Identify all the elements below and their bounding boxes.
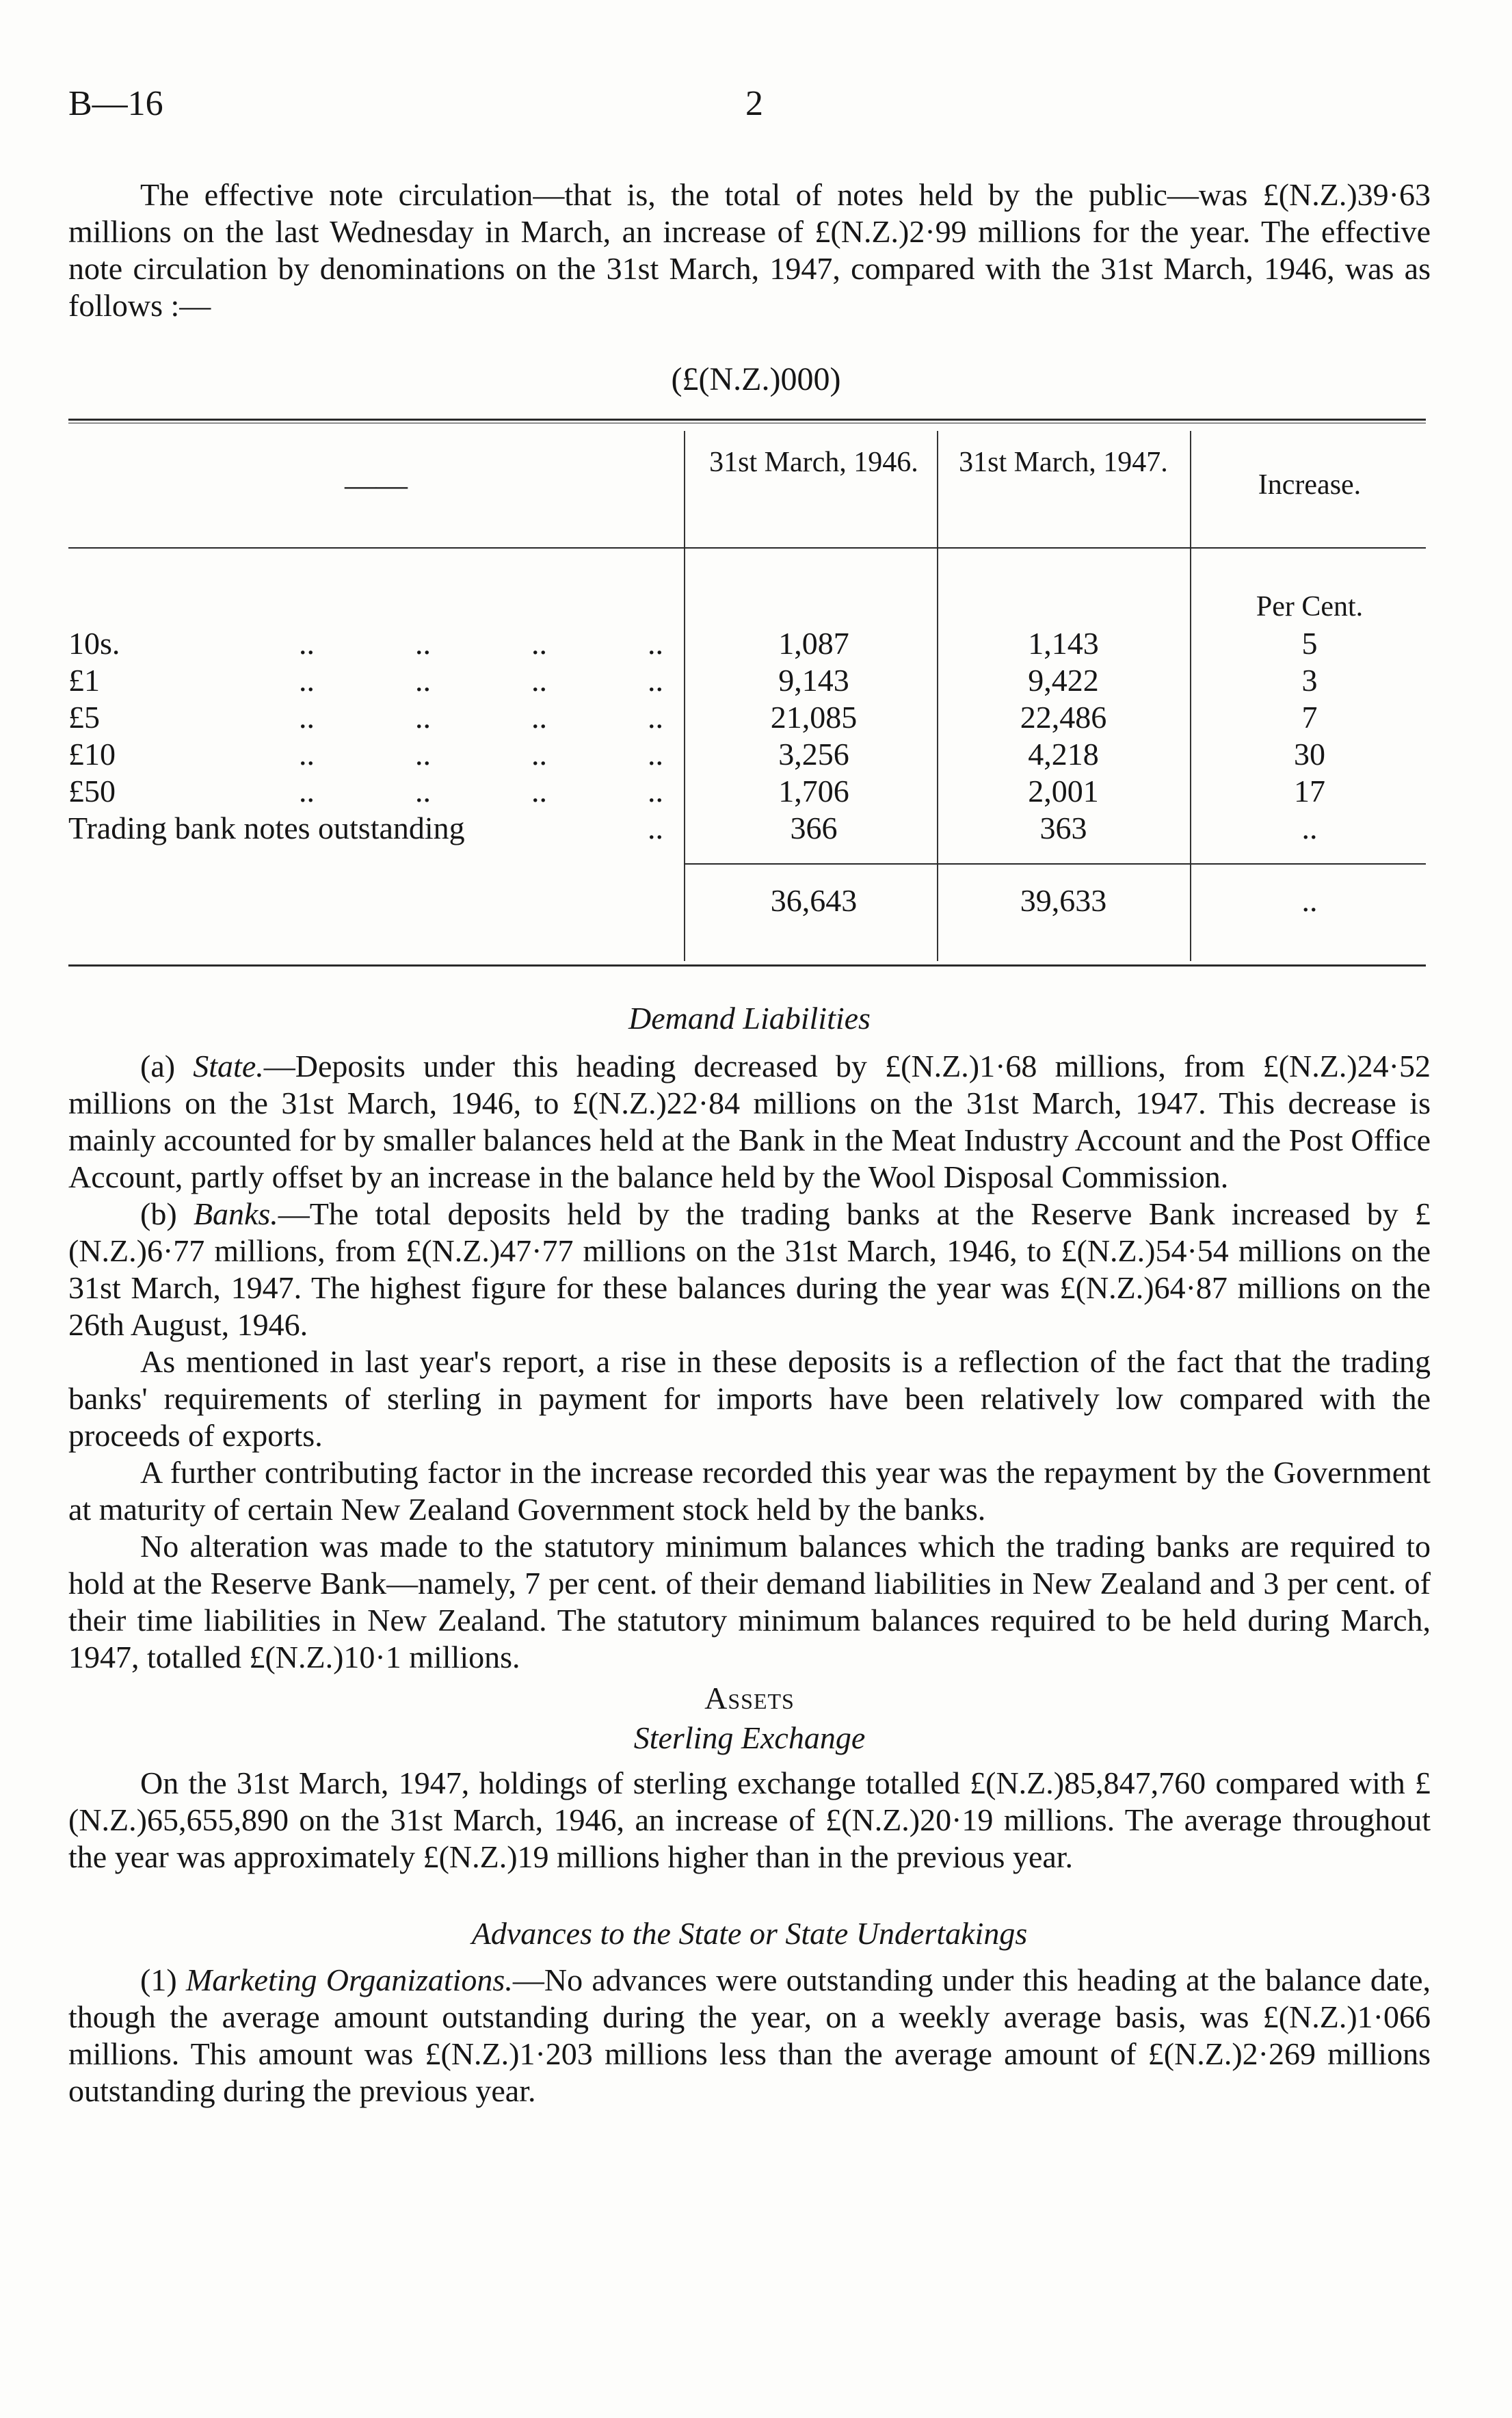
- increase-unit: Per Cent.: [1256, 591, 1364, 622]
- state-paragraph: (a) State.—Deposits under this heading decreased by £(N.Z.)1·68 millions, from £(N.Z.)24·52 millions on the 31st March, 1946, to £(N.Z.)22·84 millions on the 31st March, 1947. This decrease is mainly accounted for by smaller balances held at the Bank in the Meat Industry Account and the Post Office Account, partly offset by an increase in the balance held by the Wool Disposal Commission.: [68, 1049, 1431, 1194]
- banks-paragraph: (b) Banks.—The total deposits held by the trading banks at the Reserve Bank increased by £(N.Z.)6·77 millions, from £(N.Z.)47·77 millions on the 31st March, 1946, to £(N.Z.)54·54 millions on the 31st March, 1947. The highest figure for these balances during the year was £(N.Z.)64·87 millions on the 26th August, 1946.: [68, 1196, 1431, 1342]
- table-divider-2: [937, 431, 938, 961]
- row-label: £50: [68, 774, 116, 809]
- value-increase: 17: [1294, 774, 1325, 809]
- header-rule: [68, 547, 1426, 549]
- value-increase: 7: [1301, 700, 1318, 735]
- row-label: £5: [68, 700, 100, 735]
- report-paragraph: As mentioned in last year's report, a rise in these deposits is a reflection of the fact that the trading banks' requirements of sterling in payment for imports have been relatively low compared with the proceeds of exports.: [68, 1344, 1431, 1453]
- table-bottom-rule: [68, 964, 1426, 967]
- document-code: B—16: [68, 84, 163, 123]
- value-1946: 1,087: [778, 626, 849, 661]
- value-1947: 363: [1039, 811, 1087, 845]
- table-unit-caption: (£(N.Z.)000): [671, 361, 841, 397]
- advances-heading: Advances to the State or State Undertakings: [471, 1916, 1028, 1951]
- sterling-exchange-paragraph: On the 31st March, 1947, holdings of sterling exchange totalled £(N.Z.)85,847,760 compared with £(N.Z.)65,655,890 on the 31st March, 1946, an increase of £(N.Z.)20·19 millions. The average throughout the year was approximately £(N.Z.)19 millions higher than in the previous year.: [68, 1765, 1431, 1874]
- page-number: 2: [745, 84, 763, 123]
- table-top-rule: [68, 419, 1426, 421]
- value-1946: 1,706: [778, 774, 849, 809]
- total-increase: ..: [1301, 883, 1318, 918]
- value-1947: 9,422: [1028, 663, 1099, 698]
- value-1947: 2,001: [1028, 774, 1099, 809]
- marketing-organizations-paragraph: (1) Marketing Organizations.—No advances were outstanding under this heading at the balance date, though the average amount outstanding during the year, on a weekly average basis, was £(N.Z.)1·066 millions. This amount was £(N.Z.)1·203 millions less than the average amount of £(N.Z.)2·269 millions outstanding during the previous year.: [68, 1962, 1431, 2108]
- value-increase: 3: [1301, 663, 1318, 698]
- leader-dots: .. .. .. ..: [299, 737, 663, 772]
- value-increase: 5: [1301, 626, 1318, 661]
- row-label: 10s.: [68, 626, 120, 661]
- value-1946: 3,256: [778, 737, 849, 772]
- leader-dots: .. .. .. ..: [299, 774, 663, 809]
- value-1947: 22,486: [1020, 700, 1107, 735]
- sterling-exchange-heading: Sterling Exchange: [633, 1720, 866, 1755]
- total-rule: [684, 863, 1426, 865]
- header-increase: Increase.: [1258, 469, 1362, 501]
- table-divider-3: [1190, 431, 1191, 961]
- leader-dots: .. .. .. ..: [299, 663, 663, 698]
- value-1946: 366: [790, 811, 838, 845]
- value-1947: 4,218: [1028, 737, 1099, 772]
- intro-section: [68, 176, 1431, 324]
- repayment-paragraph: A further contributing factor in the increase recorded this year was the repayment by the Government at maturity of certain New Zealand Government stock held by the banks.: [68, 1455, 1431, 1527]
- header-1946: 31st March, 1946.: [709, 447, 918, 478]
- assets-heading: Assets: [704, 1681, 795, 1716]
- header-label: ——: [345, 467, 408, 502]
- total-1946: 36,643: [770, 883, 858, 918]
- leader-dots: .. .. .. ..: [299, 700, 663, 735]
- total-1947: 39,633: [1020, 883, 1107, 918]
- table-divider-1: [684, 431, 685, 961]
- minimum-balances-paragraph: No alteration was made to the statutory minimum balances which the trading banks are required to hold at the Reserve Bank—namely, 7 per cent. of their demand liabilities in New Zealand and 3 per cent. of their time liabilities in New Zealand. The statutory minimum balances required to be held during March, 1947, totalled £(N.Z.)10·1 millions.: [68, 1529, 1431, 1674]
- row-label: £1: [68, 663, 100, 698]
- intro-paragraph: The effective note circulation—that is, the total of notes held by the public—was £(N.Z.)39·63 millions on the last Wednesday in March, an increase of £(N.Z.)2·99 millions for the year. The effective note circulation by denominations on the 31st March, 1947, compared with the 31st March, 1946, was as follows :—: [68, 177, 1431, 323]
- demand-liabilities-heading: Demand Liabilities: [628, 1001, 871, 1036]
- value-increase: ..: [1301, 811, 1318, 845]
- value-1946: 21,085: [770, 700, 858, 735]
- row-label: £10: [68, 737, 116, 772]
- leader-dots: ..: [648, 811, 663, 845]
- value-increase: 30: [1294, 737, 1325, 772]
- value-1946: 9,143: [778, 663, 849, 698]
- value-1947: 1,143: [1028, 626, 1099, 661]
- header-1947: 31st March, 1947.: [959, 447, 1168, 478]
- text-body: [68, 1000, 1431, 2110]
- row-label: Trading bank notes outstanding: [68, 811, 465, 845]
- leader-dots: .. .. .. ..: [299, 626, 663, 661]
